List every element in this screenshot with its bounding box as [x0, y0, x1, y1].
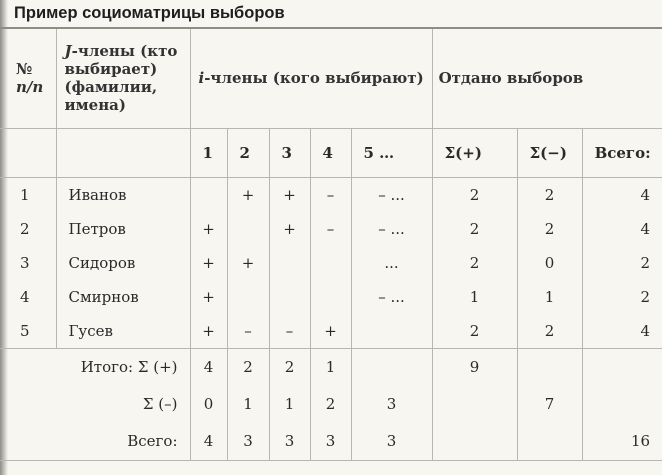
subheader-sum-plus: Σ(+) — [432, 128, 517, 177]
row-name: Петров — [56, 212, 190, 246]
header-i-text: -члены (кого выбирают) — [204, 69, 424, 88]
total-sum-minus-cell — [517, 423, 582, 461]
subheader-sum-minus: Σ(−) — [517, 128, 582, 177]
total-cell: 4 — [582, 177, 662, 212]
table-row — [0, 212, 662, 246]
sociomatrix-table — [0, 27, 662, 461]
row-name: Иванов — [56, 177, 190, 212]
row-name: Гусев — [56, 314, 190, 349]
sum-plus-cell: 2 — [432, 314, 517, 349]
choice-cell — [227, 212, 269, 246]
header-number — [0, 28, 56, 128]
row-number: 4 — [20, 287, 30, 306]
sum-minus-cell: 2 — [517, 314, 582, 349]
header-choices-given: Отдано выборов — [432, 28, 662, 128]
choice-cell: + — [310, 314, 351, 349]
total-sum-minus-cell: 7 — [517, 386, 582, 423]
header-i-members — [190, 28, 432, 128]
total-choice-cell: 3 — [227, 423, 269, 461]
sum-plus-cell: 2 — [432, 212, 517, 246]
choice-cell: – — [310, 177, 351, 212]
choice-cell — [190, 177, 227, 212]
total-choice-cell: 2 — [310, 386, 351, 423]
subheader-col-4: 4 — [310, 128, 351, 177]
total-sum-plus-cell — [432, 386, 517, 423]
total-cell: 4 — [582, 314, 662, 349]
sum-plus-cell: 1 — [432, 280, 517, 314]
subheader-empty-no — [0, 128, 56, 177]
table-row — [0, 314, 662, 349]
choice-cell: + — [269, 212, 310, 246]
row-name: Сидоров — [56, 246, 190, 280]
header-j-members — [56, 28, 190, 128]
row-number: 1 — [20, 185, 30, 204]
totals-row-plus — [0, 348, 662, 386]
row-number: 3 — [20, 253, 30, 272]
choice-cell: + — [190, 280, 227, 314]
total-choice-cell: 4 — [190, 423, 227, 461]
subheader-total: Всего: — [582, 128, 662, 177]
totals-row-minus — [0, 386, 662, 423]
choice-cell: – ... — [351, 212, 432, 246]
header-number-abbr: п/п — [16, 78, 44, 97]
choice-cell: – — [269, 314, 310, 349]
choice-cell — [310, 246, 351, 280]
sum-plus-cell: 2 — [432, 246, 517, 280]
header-row — [0, 28, 662, 128]
choice-cell: + — [227, 177, 269, 212]
sum-plus-cell: 2 — [432, 177, 517, 212]
choice-cell — [310, 280, 351, 314]
subheader-row — [0, 128, 662, 177]
grand-total-cell — [582, 348, 662, 386]
total-choice-cell: 3 — [351, 423, 432, 461]
total-sum-plus-cell: 9 — [432, 348, 517, 386]
total-choice-cell: 0 — [190, 386, 227, 423]
total-choice-cell: 4 — [190, 348, 227, 386]
total-choice-cell: 3 — [310, 423, 351, 461]
totals-label: Всего: — [0, 423, 190, 461]
choice-cell: + — [269, 177, 310, 212]
subheader-col-3: 3 — [269, 128, 310, 177]
row-name: Смирнов — [56, 280, 190, 314]
header-j-text: -члены (кто выбирает) (фамилии, имена) — [64, 42, 178, 115]
totals-row-all — [0, 423, 662, 461]
sum-minus-cell: 1 — [517, 280, 582, 314]
subheader-empty-name — [56, 128, 190, 177]
grand-total-cell: 16 — [582, 423, 662, 461]
total-choice-cell: 2 — [269, 348, 310, 386]
total-choice-cell: 1 — [227, 386, 269, 423]
choice-cell — [351, 314, 432, 349]
total-choice-cell: 1 — [310, 348, 351, 386]
total-choice-cell: 2 — [227, 348, 269, 386]
total-choice-cell — [351, 348, 432, 386]
choice-cell — [269, 246, 310, 280]
choice-cell: – — [227, 314, 269, 349]
total-choice-cell: 3 — [269, 423, 310, 461]
subheader-col-1: 1 — [190, 128, 227, 177]
total-choice-cell: 1 — [269, 386, 310, 423]
choice-cell: + — [227, 246, 269, 280]
sum-minus-cell: 0 — [517, 246, 582, 280]
page-title: Пример социоматрицы выборов — [14, 4, 285, 22]
choice-cell — [269, 280, 310, 314]
row-number: 5 — [20, 321, 30, 340]
table-row — [0, 177, 662, 212]
total-cell: 2 — [582, 280, 662, 314]
total-cell: 4 — [582, 212, 662, 246]
table-row — [0, 246, 662, 280]
totals-label: Итого: Σ (+) — [0, 348, 190, 386]
choice-cell: + — [190, 314, 227, 349]
sum-minus-cell: 2 — [517, 212, 582, 246]
subheader-col-5: 5 … — [351, 128, 432, 177]
choice-cell: – — [310, 212, 351, 246]
choice-cell: ... — [351, 246, 432, 280]
total-choice-cell: 3 — [351, 386, 432, 423]
choice-cell: + — [190, 212, 227, 246]
grand-total-cell — [582, 386, 662, 423]
choice-cell: – ... — [351, 177, 432, 212]
row-number: 2 — [20, 219, 30, 238]
sum-minus-cell: 2 — [517, 177, 582, 212]
total-sum-minus-cell — [517, 348, 582, 386]
total-sum-plus-cell — [432, 423, 517, 461]
subheader-col-2: 2 — [227, 128, 269, 177]
table-row — [0, 280, 662, 314]
choice-cell — [227, 280, 269, 314]
total-cell: 2 — [582, 246, 662, 280]
totals-label: Σ (–) — [142, 395, 178, 413]
choice-cell: + — [190, 246, 227, 280]
header-j-letter: J — [64, 42, 72, 61]
header-number-symbol: № — [16, 60, 33, 79]
choice-cell: – ... — [351, 280, 432, 314]
header-i-letter: i — [198, 69, 205, 88]
